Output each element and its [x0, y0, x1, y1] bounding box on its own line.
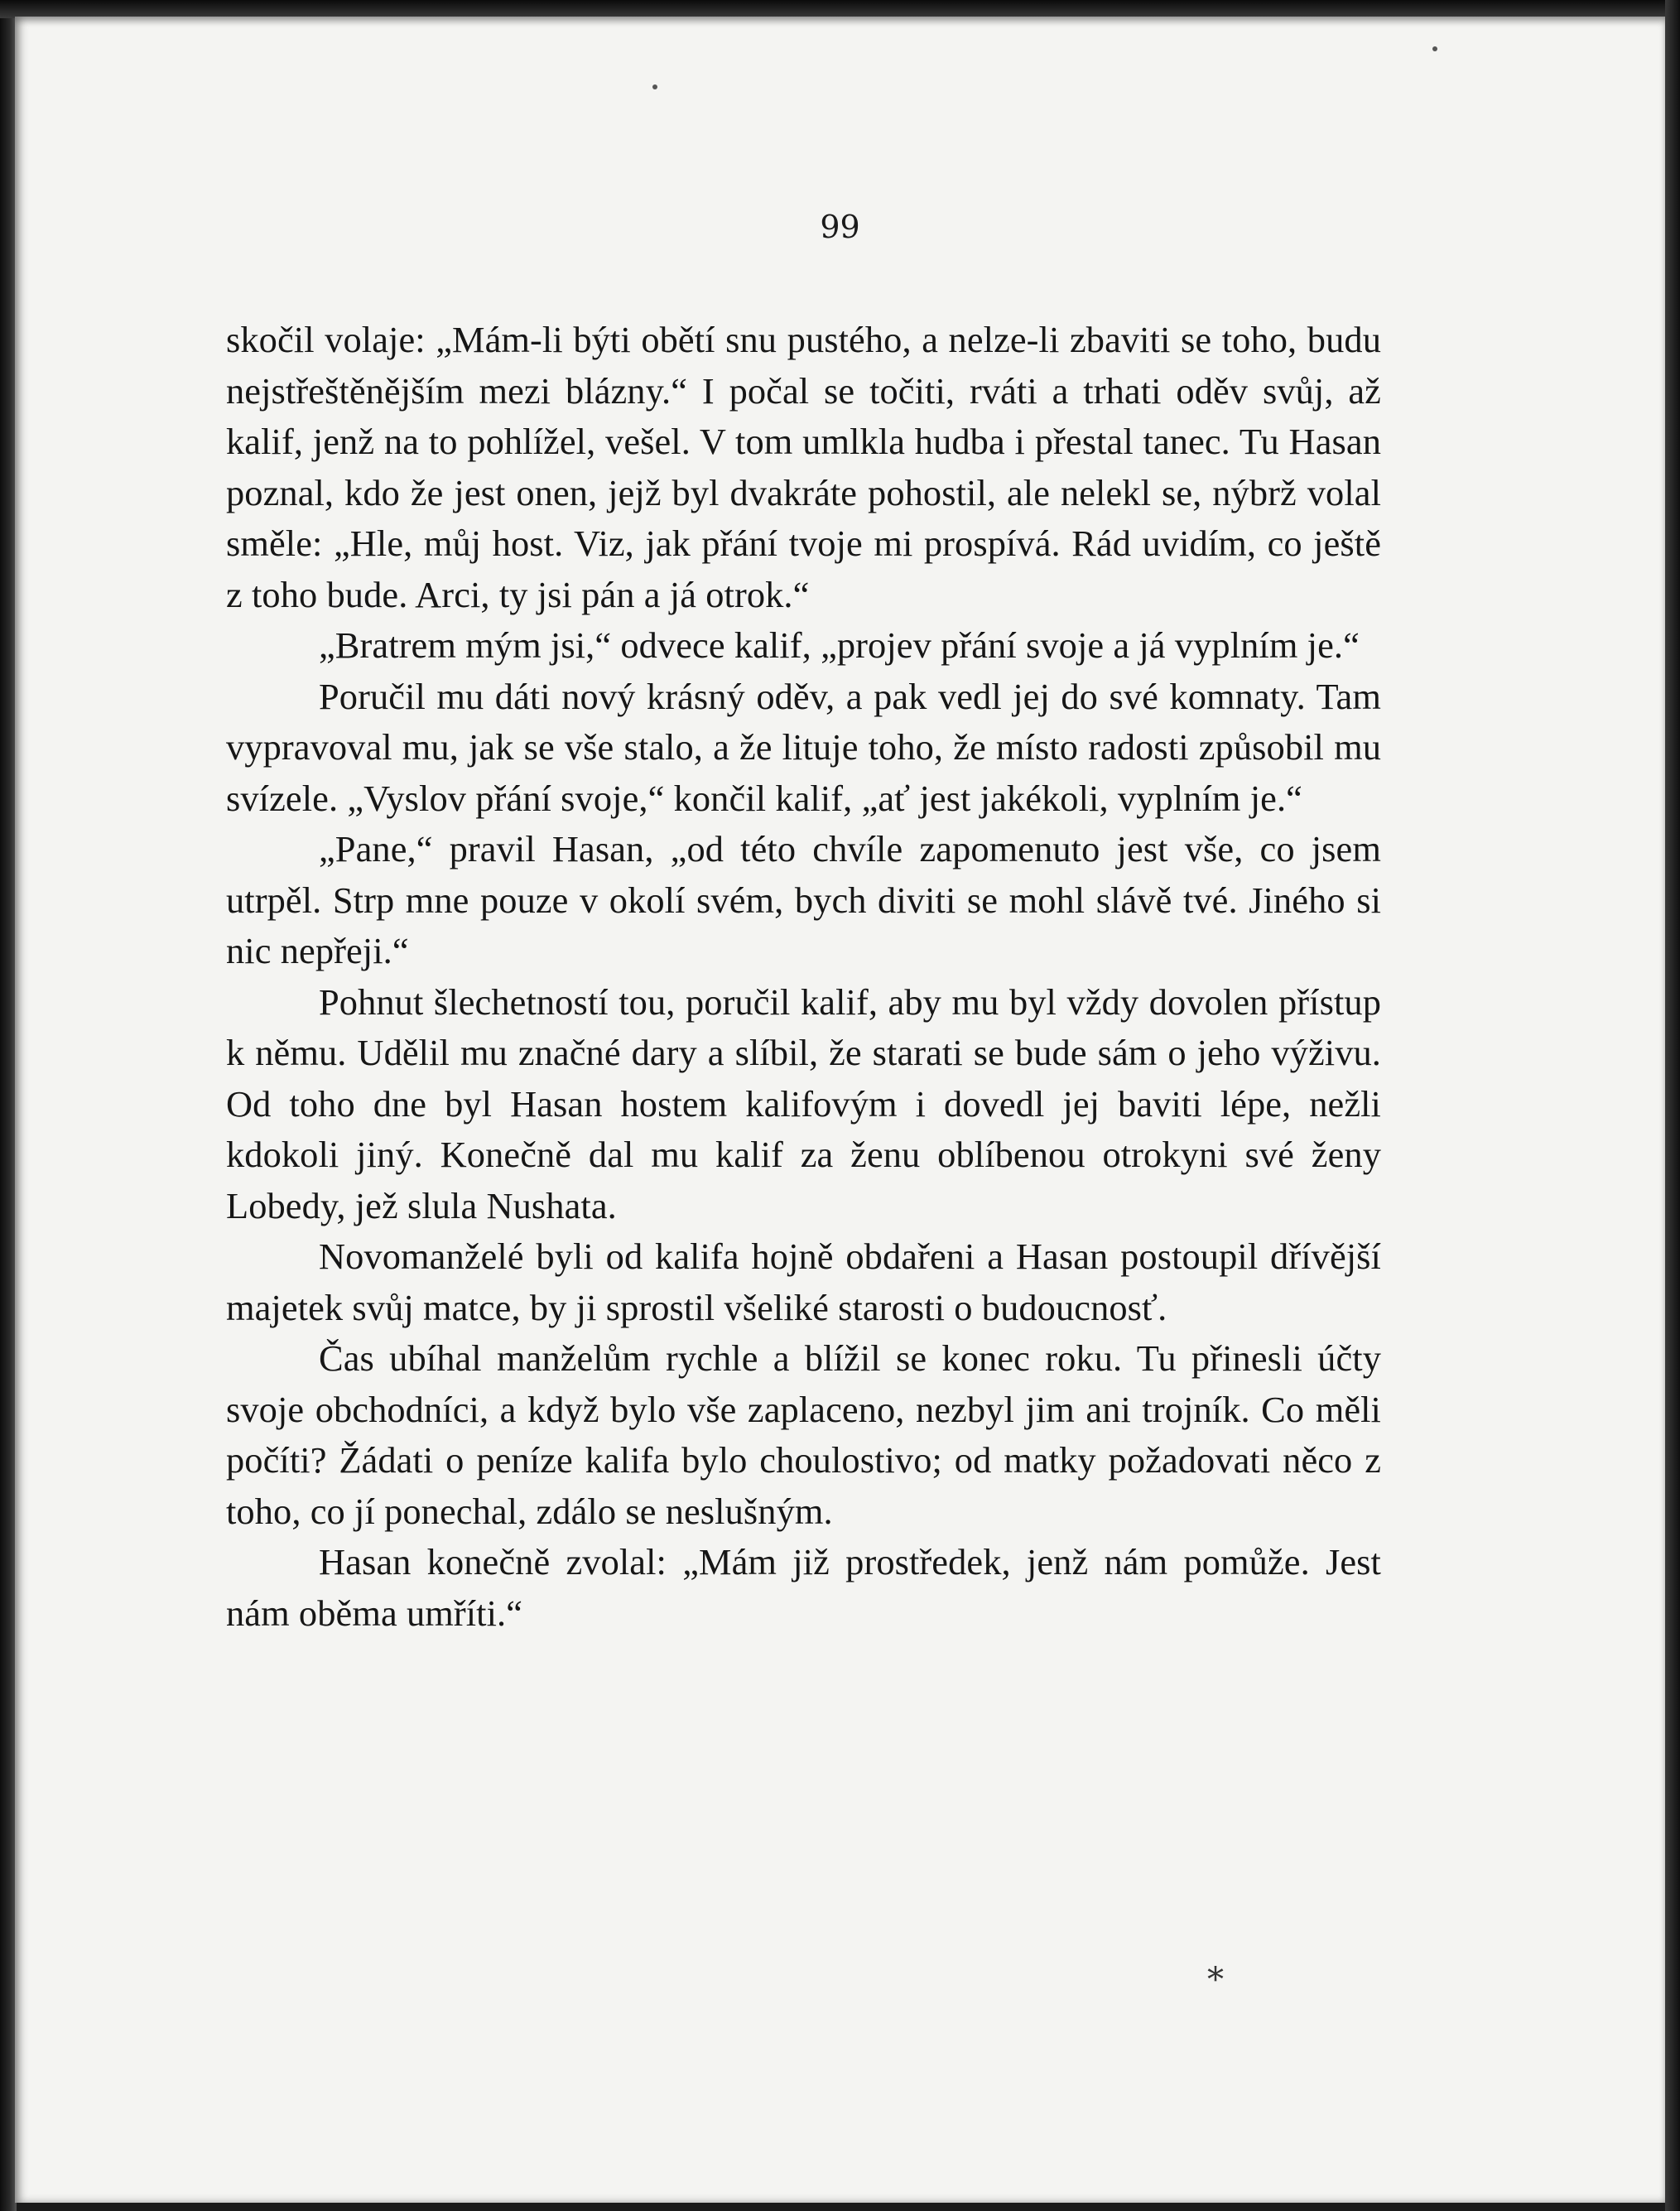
page-body-text [226, 315, 1381, 1639]
paragraph-2: „Bratrem mým jsi,“ odvece kalif, „projev přání svoje a já vyplním je.“ [319, 624, 1360, 666]
paragraph-1: skočil volaje: „Mám-li býti obětí snu pustého, a nelze-li zbaviti se toho, budu nejstřeštěnějším mezi blázny.“ I počal se točiti, rváti a trhati oděv svůj, až kalif, jenž na to pohlížel, vešel. V tom umlkla hudba i přestal tanec. Tu Hasan poznal, kdo že jest onen, jejž byl dvakráte pohostil, ale nelekl se, nýbrž volal směle: „Hle, můj host. Viz, jak přání tvoje mi prospívá. Rád uvidím, co ještě z toho bude. Arci, ty jsi pán a já otrok.“ [226, 319, 1381, 615]
paper-speck [1432, 46, 1437, 51]
paper-speck [652, 84, 657, 89]
section-ornament: * [1207, 1961, 1224, 1999]
book-page [15, 17, 1665, 2203]
scan-right-edge [1665, 0, 1680, 2211]
paragraph-5: Pohnut šlechetností tou, poručil kalif, aby mu byl vždy dovolen přístup k němu. Udělil mu značné dary a slíbil, že starati se bude sám o jeho výživu. Od toho dne byl Hasan hostem kalifovým i dovedl jej baviti lépe, nežli kdokoli jiný. Konečně dal mu kalif za ženu oblíbenou otrokyni své ženy Lobedy, jež slula Nushata. [226, 980, 1381, 1226]
paragraph-3: Poručil mu dáti nový krásný oděv, a pak vedl jej do své komnaty. Tam vypravoval mu, jak se vše stalo, a že lituje toho, že místo radosti způsobil mu svízele. „Vyslov přání svoje,“ končil kalif, „ať jest jakékoli, vyplním je.“ [226, 675, 1381, 819]
paragraph-7: Čas ubíhal manželům rychle a blížil se konec roku. Tu přinesli účty svoje obchodníci, a když bylo vše zaplaceno, nezbyl jim ani trojník. Co měli počíti? Žádati o peníze kalifa bylo choulostivo; od matky požadovati něco z toho, co jí ponechal, zdálo se neslušným. [226, 1337, 1381, 1532]
paragraph-4: „Pane,“ pravil Hasan, „od této chvíle zapomenuto jest vše, co jsem utrpěl. Strp mne pouze v okolí svém, bych diviti se mohl slávě tvé. Jiného si nic nepřeji.“ [226, 828, 1381, 971]
paragraph-6: Novomanželé byli od kalifa hojně obdařeni a Hasan postoupil dřívější majetek svůj matce, by ji sprostil všeliké starosti o budoucnosť. [226, 1236, 1381, 1328]
scan-top-edge [0, 0, 1680, 18]
paragraph-8: Hasan konečně zvolal: „Mám již prostředek, jenž nám pomůže. Jest nám oběma umříti.“ [226, 1541, 1381, 1634]
scan-left-edge [0, 0, 17, 2211]
page-number: 99 [820, 209, 860, 245]
